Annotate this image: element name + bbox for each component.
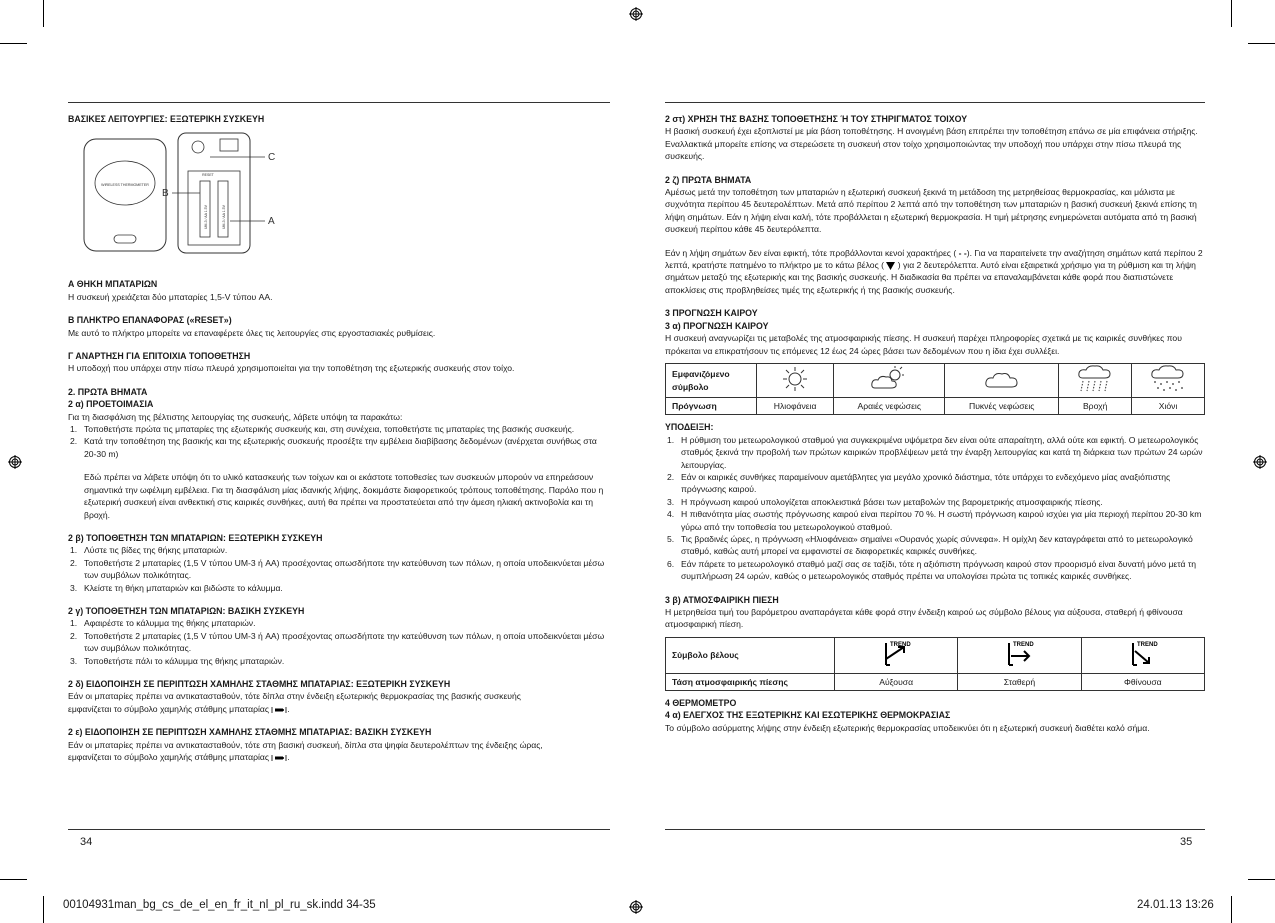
signal-text-c: ) για 2 δευτερόλεπτα. Αυτό είναι εξαιρετικά χρήσιμο για τη ρύθμιση και τη λήψη σημάτων μεταξύ της εξωτερικής και της βασικής συσκευής. Η διαδικασία θα πρέπει να επαναλαμβάνεται κάθε φορά που διαπιστώνετε αποκλίσεις στις προβληθείσες τιμές της εξωτερικής ή της βασικής συσκευής. — [665, 260, 1196, 295]
trend-symbol-cell — [1081, 637, 1204, 673]
section-2e-text-1: Εάν οι μπαταρίες πρέπει να αντικατασταθούν, τότε στη βασική συσκευή, δίπλα στα ψηφία δευτερολέπτων της ένδειξης ώρας, — [68, 739, 543, 750]
list-number: 2. — [70, 436, 78, 447]
weather-symbol-table — [665, 363, 1205, 415]
list-text: Εάν πάρετε το μετεωρολογικό σταθμό μαζί σας σε ταξίδι, τότε η αξιόπιστη πρόγνωση καιρού στον προορισμό είναι δυνατή μόνο μετά τη συμπλήρωση 24 ωρών, καθώς ο μετεωρολογικός σταθμός πρέπει να υπολογίσει πρώτα τις τοπικές καιρικές συνθήκες. — [681, 558, 1197, 582]
dashes-symbol: - - — [958, 247, 967, 258]
notes-title: ΥΠΟΔΕΙΞΗ: — [665, 422, 714, 433]
section-2e-text: Εάν οι μπαταρίες πρέπει να αντικατασταθούν, τότε στη βασική συσκευή, δίπλα στα ψηφία δευτερολέπτων της ένδειξης ώρας, εμφανίζεται το σύμβολο χαμηλής στάθμης μπαταρίας . — [68, 739, 543, 762]
footer-file-name: 00104931man_bg_cs_de_el_en_fr_it_nl_pl_ru_sk.indd 34-35 — [63, 899, 376, 911]
trend-value-cell: Σταθερή — [958, 673, 1081, 690]
list-text: Τις βραδινές ώρες, η πρόγνωση «Ηλιοφάνεια» σημαίνει «Ουρανός χωρίς σύννεφα». Η ομίχλη δεν καταγράφεται από το μετεωρολογικό σταθμό, καθώς αυτή μπορεί να εμφανιστεί σε διαφορετικές καιρικές συνθήκες. — [681, 533, 1193, 557]
list-number: 6. — [667, 558, 675, 569]
list-text: Η πιθανότητα μίας σωστής πρόγνωσης καιρού είναι περίπου 70 %. Η σωστή πρόγνωση καιρού ισχύει για μία περιοχή περίπου 20-30 km γύρω από την τοποθεσία του μετεωρολογικού σταθμού. — [681, 509, 1202, 532]
section-2a-title: 2 α) ΠΡΟΕΤΟΙΜΑΣΙΑ — [68, 399, 154, 410]
crop-mark — [0, 43, 27, 44]
list-item — [68, 435, 610, 460]
list-item — [665, 558, 1205, 583]
section-2g-text: Αμέσως μετά την τοποθέτηση των μπαταριών η εξωτερική συσκευή ξεκινά τη μετάδοση της μετρηθείσας θερμοκρασίας, και μάλιστα με συχνότητα περίπου 45 δευτερολέπτων. Μετά από περίπου 2 λεπτά από την τοποθέτηση των μπαταριών η βασική συσκευή ξεκινά επίσης τη λήψη σημάτων. Εάν η λήψη είναι καλή, τότε προβάλλεται η εξωτερική θερμοκρασία. Η τιμή μέτρησης ενημερώνεται αυτόματα από τη βασική συσκευή περίπου κάθε 45 δευτερόλεπτα. — [665, 187, 1197, 235]
label-a: A — [268, 216, 275, 228]
right-page — [665, 113, 1205, 734]
section-3a-text: Η συσκευή αναγνωρίζει τις μεταβολές της ατμοσφαιρικής πίεσης. Η συσκευή παρέχει πληροφορίες σχετικά με τις καιρικές συνθήκες που πρόκειται να επικρατήσουν τις επόμενες 12 έως 24 ώρες βάσει των δεδομένων που η ίδια έχει συλλέξει. — [665, 333, 1182, 356]
section-2g-title: 2 ζ) ΠΡΩΤΑ ΒΗΜΑΤΑ — [665, 174, 752, 185]
registration-mark-icon — [629, 7, 643, 21]
list-text: Λύστε τις βίδες της θήκης μπαταριών. — [84, 545, 228, 556]
list-item — [665, 508, 1205, 533]
battery-label: UM-3 / AA 1.5V — [204, 205, 208, 230]
list-item — [68, 655, 610, 667]
trend-down-icon — [1123, 639, 1163, 669]
section-2b-title: 2 β) ΤΟΠΟΘΕΤΗΣΗ ΤΩΝ ΜΠΑΤΑΡΙΩΝ: ΕΞΩΤΕΡΙΚΗ ΣΥΣΚΕΥΗ — [68, 532, 323, 543]
low-battery-icon — [271, 706, 287, 714]
battery-label: UM-3 / AA 1.5V — [222, 205, 226, 230]
list-text: Τοποθετήστε 2 μπαταρίες (1,5 V τύπου UM-3 ή AA) προσέχοντας οπωσδήποτε την κατεύθυνση των πόλων, η οποία υποδεικνύεται μέσω των συμβόλων πολικότητας. — [84, 630, 605, 654]
section-2g-text-2 — [665, 247, 1205, 297]
list-text: Τοποθετήστε 2 μπαταρίες (1,5 V τύπου UM-3 ή AA) προσέχοντας οπωσδήποτε την κατεύθυνση των πόλων, η οποία υποδεικνύεται μέσω των συμβόλων πολικότητας. — [84, 557, 605, 581]
section-b-text: Με αυτό το πλήκτρο μπορείτε να επαναφέρετε όλες τις λειτουργίες στις εργοστασιακές ρυθμίσεις. — [68, 327, 436, 338]
section-2f-title: 2 στ) ΧΡΗΣΗ ΤΗΣ ΒΑΣΗΣ ΤΟΠΟΘΕΤΗΣΗΣ Ή ΤΟΥ ΣΤΗΡΙΓΜΑΤΟΣ ΤΟΙΧΟΥ — [665, 114, 968, 124]
section-2d-text: Εάν οι μπαταρίες πρέπει να αντικατασταθούν, τότε δίπλα στην ένδειξη εξωτερικής θερμοκρασίας της βασικής συσκευής εμφανίζεται το σύμβολο χαμηλής στάθμης μπαταρίας . — [68, 691, 521, 714]
section-3a-title: 3 α) ΠΡΟΓΝΩΣΗ ΚΑΙΡΟΥ — [665, 320, 769, 331]
section-2a-note: Εδώ πρέπει να λάβετε υπόψη ότι το υλικό κατασκευής των τοίχων και οι εκάστοτε τοποθεσίες των συσκευών μπορούν να επηρεάσουν σημαντικά την ωφέλιμη εμβέλεια. Για τη διασφάλιση μίας ιδανικής λήψης, δοκιμάστε διαφορετικούς τρόπους τοποθέτησης. Παρόλο που η εξωτερική συσκευή είναι ανθεκτική στις καιρικές συνθήκες, αυτή θα πρέπει να προστατεύεται από την άμεση ηλιακή ακτινοβολία και τη βροχή. — [84, 472, 604, 520]
section-4-title: 4 ΘΕΡΜΟΜΕΤΡΟ — [665, 697, 737, 708]
registration-mark-icon — [8, 455, 22, 469]
weather-symbol-cell — [1132, 363, 1205, 397]
left-page — [68, 113, 610, 763]
section-4a-title: 4 α) ΕΛΕΓΧΟΣ ΤΗΣ ΕΞΩΤΕΡΙΚΗΣ ΚΑΙ ΕΣΩΤΕΡΙΚΗΣ ΘΕΡΜΟΚΡΑΣΙΑΣ — [665, 710, 951, 721]
section-b-title: Β ΠΛΗΚΤΡΟ ΕΠΑΝΑΦΟΡΑΣ («RESET») — [68, 315, 232, 326]
down-arrow-icon — [886, 262, 895, 270]
list-text: Η ρύθμιση του μετεωρολογικού σταθμού για συγκεκριμένα υψόμετρα δεν είναι ούτε απαραίτητη, αλλά ούτε και εφικτή. Ο μετεωρολογικός σταθμός ξεκινά την προβολή των πρώτων καιρικών προβλέψεων μετά την έναρξη λειτουργίας και κατά τη διάρκεια των πρώτων 24 ωρών λειτουργίας. — [681, 434, 1203, 470]
list-text: Η πρόγνωση καιρού υπολογίζεται αποκλειστικά βάσει των μεταβολών της βαρομετρικής ατμοσφαιρικής πίεσης. — [681, 496, 1103, 507]
list-number: 3. — [667, 496, 675, 507]
page-number-right: 35 — [1180, 836, 1193, 848]
weather-symbol-cell — [1059, 363, 1132, 397]
list-item — [68, 630, 610, 655]
snow-icon — [1148, 364, 1188, 394]
top-rule-left — [68, 102, 610, 103]
list-item — [68, 557, 610, 582]
trend-up-icon — [876, 639, 916, 669]
list-number: 5. — [667, 533, 675, 544]
section-4a-text: Το σύμβολο ασύρματης λήψης στην ένδειξη εξωτερικής θερμοκρασίας υποδεικνύει ότι η εξωτερική συσκευή διαθέτει καλό σήμα. — [665, 722, 1150, 733]
section-2b-list — [68, 544, 610, 594]
crop-mark — [1248, 879, 1275, 880]
list-number: 4. — [667, 509, 675, 520]
list-number: 2. — [70, 630, 78, 641]
list-item — [68, 582, 610, 594]
top-rule-right — [665, 102, 1205, 103]
trend-value-cell: Φθίνουσα — [1081, 673, 1204, 690]
section-2c-title: 2 γ) ΤΟΠΟΘΕΤΗΣΗ ΤΩΝ ΜΠΑΤΑΡΙΩΝ: ΒΑΣΙΚΗ ΣΥΣΚΕΥΗ — [68, 605, 305, 616]
list-number: 1. — [70, 424, 78, 435]
crop-mark — [43, 896, 44, 923]
section-3b-text: Η μετρηθείσα τιμή του βαρόμετρου αναπαράγεται κάθε φορά στην ένδειξη καιρού ως σύμβολο βέλους για αύξουσα, σταθερή ή φθίνουσα ατμοσφαιρική πίεση. — [665, 607, 1183, 630]
list-item — [68, 423, 610, 435]
section-2a-intro: Για τη διασφάλιση της βέλτιστης λειτουργίας της συσκευής, λάβετε υπόψη τα παρακάτω: — [68, 411, 403, 422]
weather-row2-label: Πρόγνωση — [666, 398, 757, 415]
list-text: Κατά την τοποθέτηση της βασικής και της εξωτερικής συσκευής προσέξτε την εμβέλεια διαβίβασης δεδομένων (ανέρχεται συνήθως στα 20-30 m) — [84, 436, 597, 459]
weather-symbol-cell — [945, 363, 1059, 397]
list-item — [68, 617, 610, 629]
section-2d-title: 2 δ) ΕΙΔΟΠΟΙΗΣΗ ΣΕ ΠΕΡΙΠΤΩΣΗ ΧΑΜΗΛΗΣ ΣΤΑΘΜΗΣ ΜΠΑΤΑΡΙΑΣ: ΕΞΩΤΕΡΙΚΗ ΣΥΣΚΕΥΗ — [68, 678, 451, 689]
trend-word: TREND — [1136, 641, 1158, 648]
list-item — [665, 533, 1205, 558]
list-number: 1. — [70, 545, 78, 556]
weather-symbol-cell — [757, 363, 834, 397]
list-text: Εάν οι καιρικές συνθήκες παραμείνουν αμετάβλητες για μεγάλο χρονικό διάστημα, τότε υπάρχει το ενδεχόμενο μίας αναξιόπιστης πρόγνωσης καιρού. — [681, 471, 1171, 495]
signal-text-a: Εάν η λήψη σημάτων δεν είναι εφικτή, τότε προβάλλονται κενοί χαρακτήρες ( — [665, 247, 957, 258]
forecast-cell: Πυκνές νεφώσεις — [945, 398, 1059, 415]
trend-word: TREND — [890, 641, 911, 648]
low-battery-icon — [271, 754, 287, 762]
trend-row2-label: Τάση ατμοσφαιρικής πίεσης — [666, 673, 835, 690]
list-number: 2. — [70, 557, 78, 568]
crop-mark — [1231, 0, 1232, 27]
cloudy-icon — [982, 366, 1022, 392]
weather-row1-label: Εμφανιζόμενο σύμβολο — [666, 363, 757, 397]
section-g-text: Η υποδοχή που υπάρχει στην πίσω πλευρά χρησιμοποιείται για την τοποθέτηση της εξωτερικής συσκευής στον τοίχο. — [68, 363, 515, 374]
label-c: C — [268, 152, 276, 164]
signal-text-b: ). Για να παραιτείνετε την αναζήτηση σημάτων κατά περίπου 2 λεπτά, κρατήστε πατημένο το πλήκτρο με το κάτω βέλος ( — [665, 247, 1203, 271]
section-2a-list — [68, 423, 610, 460]
list-number: 1. — [70, 618, 78, 629]
trend-value-cell: Αύξουσα — [835, 673, 958, 690]
list-item — [665, 471, 1205, 496]
section-3-title: 3 ΠΡΟΓΝΩΣΗ ΚΑΙΡΟΥ — [665, 308, 758, 319]
section-2c-list — [68, 617, 610, 667]
list-item — [665, 496, 1205, 508]
section-2d-text-2: εμφανίζεται το σύμβολο χαμηλής στάθμης μπαταρίας — [68, 703, 270, 714]
forecast-cell: Αραιές νεφώσεις — [834, 398, 945, 415]
list-number: 1. — [667, 434, 675, 445]
trend-row1-label: Σύμβολο βέλους — [666, 637, 835, 673]
forecast-cell: Ηλιοφάνεια — [757, 398, 834, 415]
reset-label: RESET — [202, 173, 214, 178]
crop-mark — [0, 879, 27, 880]
list-text: Τοποθετήστε πάλι το κάλυμμα της θήκης μπαταριών. — [84, 655, 285, 666]
trend-word: TREND — [1013, 641, 1035, 648]
section-2e-title: 2 ε) ΕΙΔΟΠΟΙΗΣΗ ΣΕ ΠΕΡΙΠΤΩΣΗ ΧΑΜΗΛΗΣ ΣΤΑΘΜΗΣ ΜΠΑΤΑΡΙΑΣ: ΒΑΣΙΚΗ ΣΥΣΚΕΥΗ — [68, 727, 432, 738]
label-b: B — [162, 188, 169, 200]
trend-symbol-cell — [835, 637, 958, 673]
section-2f-text: Η βασική συσκευή έχει εξοπλιστεί με μία βάση τοποθέτησης. Η ανοιγμένη βάση επιτρέπει την τοποθέτηση επάνω σε μία επιφάνεια στήριξης. Εναλλακτικά μπορείτε επίσης να στερεώσετε τη συσκευή στον τοίχο χρησιμοποιώντας την υποδοχή που υπάρχει στην πίσω πλευρά της συσκευής. — [665, 126, 1198, 162]
list-item — [665, 434, 1205, 471]
section-2-title: 2. ΠΡΩΤΑ ΒΗΜΑΤΑ — [68, 386, 148, 397]
page-number-left: 34 — [80, 836, 93, 848]
crop-mark — [1248, 43, 1275, 44]
forecast-cell: Βροχή — [1059, 398, 1132, 415]
sun-icon — [780, 366, 810, 392]
bottom-rule-left — [68, 829, 610, 830]
crop-mark — [43, 0, 44, 27]
weather-symbol-cell — [834, 363, 945, 397]
partly-cloudy-icon — [869, 366, 909, 392]
section-a-text: Η συσκευή χρειάζεται δύο μπαταρίες 1,5-V τύπου AA. — [68, 291, 273, 302]
list-number: 3. — [70, 582, 78, 593]
front-label: WIRELESS THERMOMETER — [101, 183, 149, 188]
page-title: ΒΑΣΙΚΕΣ ΛΕΙΤΟΥΡΓΙΕΣ: ΕΞΩΤΕΡΙΚΗ ΣΥΣΚΕΥΗ — [68, 114, 265, 124]
section-g-title: Γ ΑΝΑΡΤΗΣΗ ΓΙΑ ΕΠΙΤΟΙΧΙΑ ΤΟΠΟΘΕΤΗΣΗ — [68, 351, 251, 362]
list-number: 2. — [667, 471, 675, 482]
list-number: 3. — [70, 655, 78, 666]
crop-mark — [1231, 896, 1232, 923]
forecast-cell: Χιόνι — [1132, 398, 1205, 415]
section-a-title: Α ΘΗΚΗ ΜΠΑΤΑΡΙΩΝ — [68, 279, 158, 290]
registration-mark-icon — [1253, 455, 1267, 469]
trend-table — [665, 637, 1205, 691]
list-text: Τοποθετήστε πρώτα τις μπαταρίες της εξωτερικής συσκευής και, στη συνέχεια, τοποθετήστε τις μπαταρίες της βασικής συσκευής. — [84, 424, 575, 435]
trend-steady-icon — [999, 639, 1039, 669]
trend-symbol-cell — [958, 637, 1081, 673]
list-text: Αφαιρέστε το κάλυμμα της θήκης μπαταριών. — [84, 618, 256, 629]
notes-list — [665, 434, 1205, 583]
device-figure — [80, 129, 300, 259]
registration-mark-icon — [629, 900, 643, 914]
bottom-rule-right — [665, 829, 1205, 830]
list-item — [68, 544, 610, 556]
section-3b-title: 3 β) ΑΤΜΟΣΦΑΙΡΙΚΗ ΠΙΕΣΗ — [665, 594, 779, 605]
list-text: Κλείστε τη θήκη μπαταριών και βιδώστε το κάλυμμα. — [84, 582, 283, 593]
section-2d-text-1: Εάν οι μπαταρίες πρέπει να αντικατασταθούν, τότε δίπλα στην ένδειξη εξωτερικής θερμοκρασίας της βασικής συσκευής — [68, 691, 521, 702]
rain-icon — [1075, 364, 1115, 394]
section-2e-text-2: εμφανίζεται το σύμβολο χαμηλής στάθμης μπαταρίας — [68, 752, 270, 762]
footer-date: 24.01.13 13:26 — [1137, 899, 1214, 911]
